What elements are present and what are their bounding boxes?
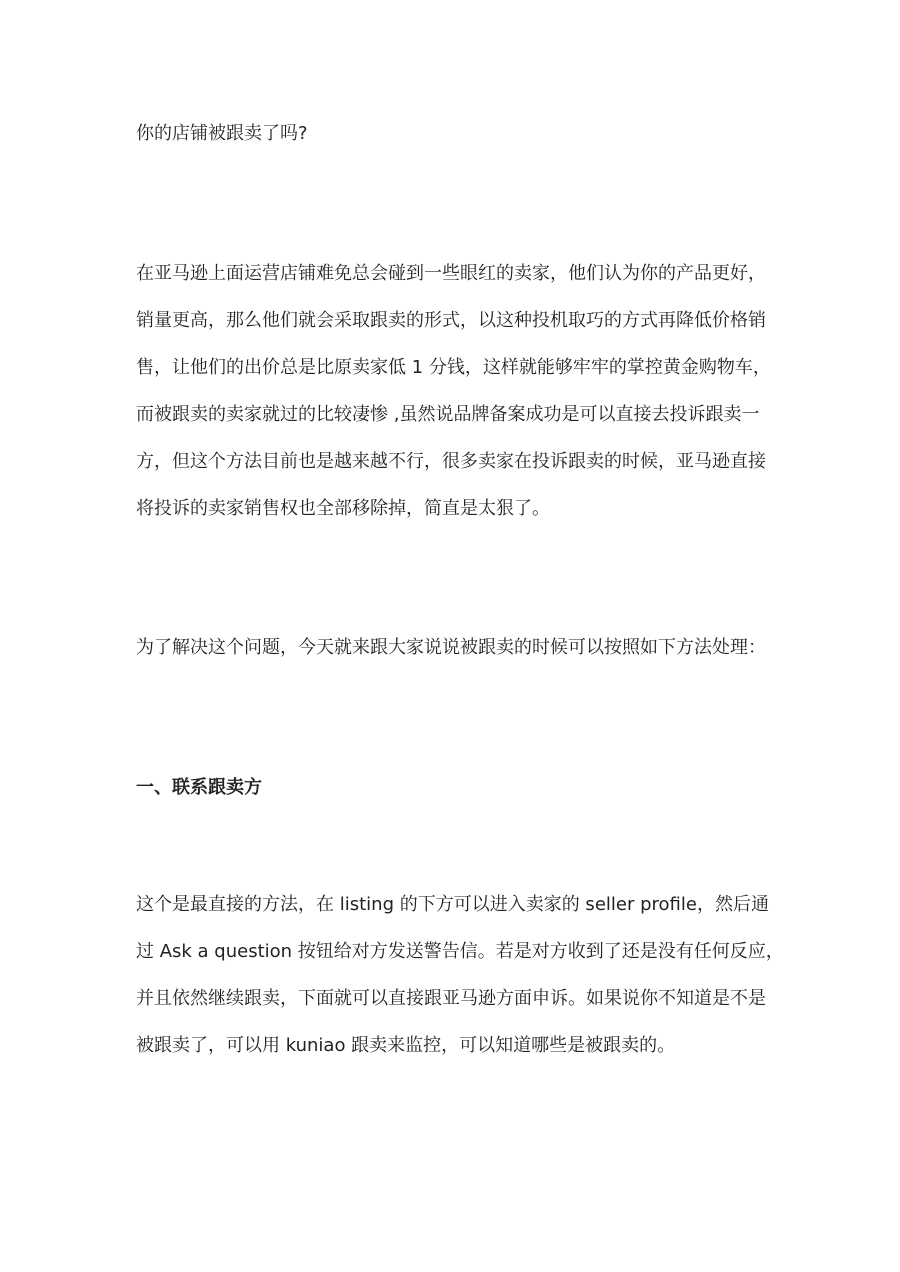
paragraph-line: 被跟卖了，可以用 kuniao 跟卖来监控，可以知道哪些是被跟卖的。 <box>136 1035 676 1056</box>
title-line: 你的店铺被跟卖了吗? <box>136 123 308 144</box>
paragraph-line: 并且依然继续跟卖，下面就可以直接跟亚马逊方面申诉。如果说你不知道是不是 <box>136 988 766 1009</box>
section-heading-text: 一、联系跟卖方 <box>136 777 262 798</box>
paragraph-line: 方，但这个方法目前也是越来越不行，很多卖家在投诉跟卖的时候，亚马逊直接 <box>136 451 766 472</box>
paragraph-line: 过 Ask a question 按钮给对方发送警告信。若是对方收到了还是没有任何反应， <box>136 941 784 962</box>
paragraph-line: 在亚马逊上面运营店铺难免总会碰到一些眼红的卖家，他们认为你的产品更好， <box>136 263 766 284</box>
paragraph-line: 为了解决这个问题，今天就来跟大家说说被跟卖的时候可以按照如下方法处理： <box>136 637 766 658</box>
paragraph-line: 销量更高，那么他们就会采取跟卖的形式，以这种投机取巧的方式再降低价格销 <box>136 310 766 331</box>
paragraph-line: 将投诉的卖家销售权也全部移除掉，简直是太狠了。 <box>136 498 550 519</box>
paragraph-line: 这个是最直接的方法，在 listing 的下方可以进入卖家的 seller profile，然后通 <box>136 894 769 915</box>
paragraph-line: 而被跟卖的卖家就过的比较凄惨 ,虽然说品牌备案成功是可以直接去投诉跟卖一 <box>136 404 760 425</box>
paragraph-line: 售，让他们的出价总是比原卖家低 1 分钱，这样就能够牢牢的掌控黄金购物车， <box>136 357 771 378</box>
